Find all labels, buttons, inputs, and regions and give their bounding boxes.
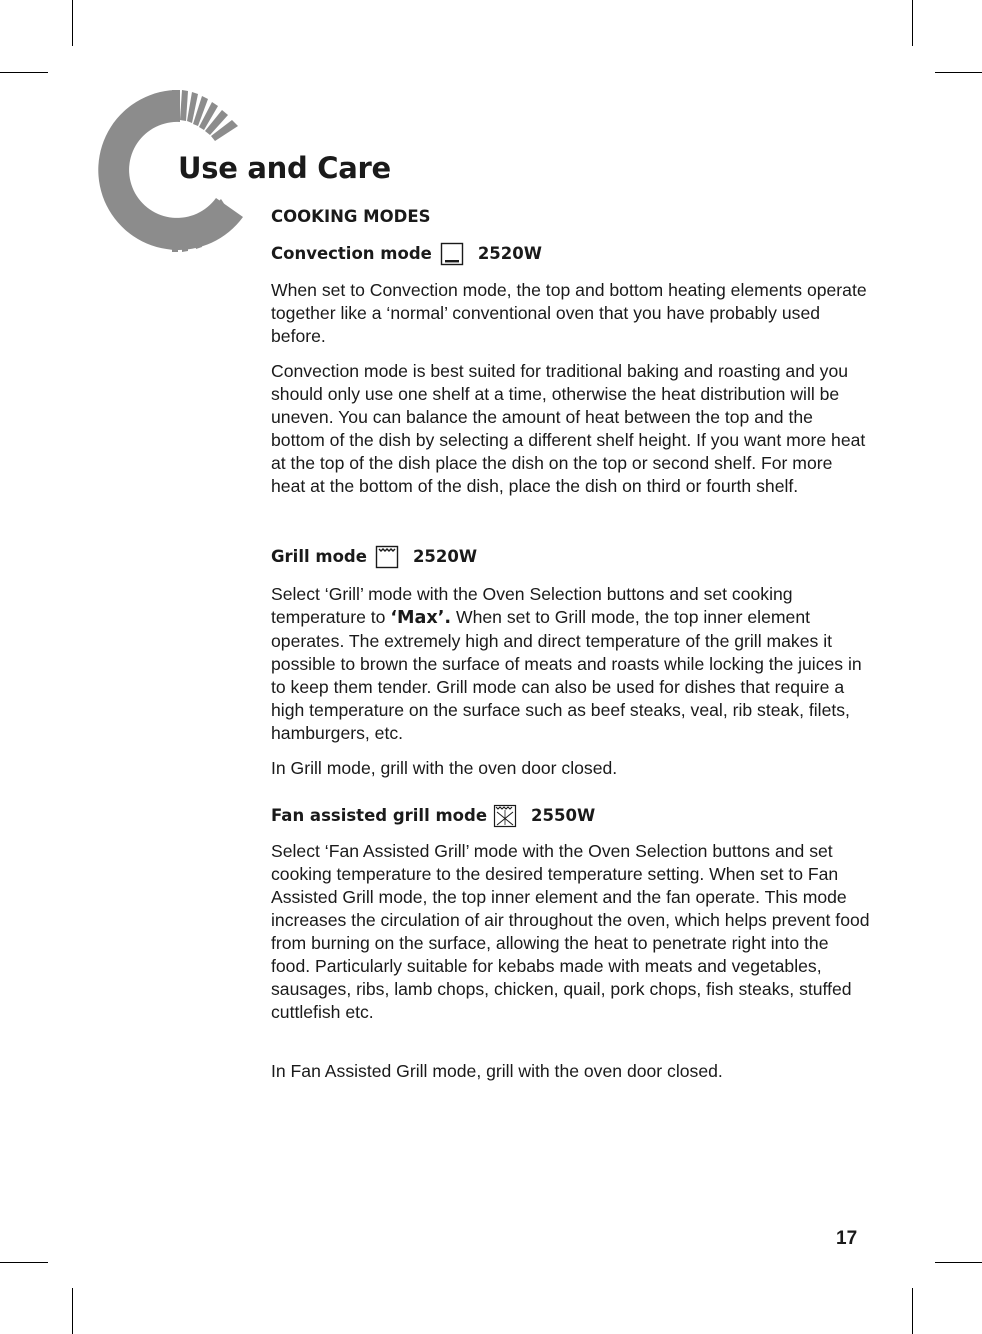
grill-max-setting: ‘Max’. — [390, 608, 452, 628]
crop-mark — [0, 1262, 48, 1263]
cooking-modes-heading: COOKING MODES — [271, 207, 431, 226]
grill-mode-heading — [271, 545, 871, 569]
grill-mode-title: Grill mode — [271, 547, 367, 566]
fan-grill-icon — [493, 804, 517, 828]
convection-paragraph-2: Convection mode is best suited for traditional baking and roasting and you should only use one shelf at a time, otherwise the heat distribution will be uneven. You can balance the amount of heat between the top and the bottom of the dish by selecting a different shelf height. If you want more heat at the top of the dish place the dish on the top or second shelf. For more heat at the bottom of the dish, place the dish on third or fourth shelf. — [271, 361, 866, 496]
crop-mark — [72, 1288, 73, 1334]
grill-paragraph-1-start: Select ‘Grill’ mode with the Oven Selection buttons and set cooking temperature to — [271, 584, 793, 627]
fan-grill-mode-title: Fan assisted grill mode — [271, 806, 488, 825]
section-title: Use and Care — [178, 151, 391, 185]
convection-paragraph-1: When set to Convection mode, the top and bottom heating elements operate together like a ‘normal’ conventional oven that you have probably used before. — [271, 280, 867, 346]
crop-mark — [0, 72, 48, 73]
fan-grill-mode-heading — [271, 804, 871, 828]
page-number: 17 — [836, 1228, 858, 1249]
grill-paragraph-2: In Grill mode, grill with the oven door closed. — [271, 758, 618, 778]
crop-mark — [935, 1262, 982, 1263]
convection-wattage: 2520W — [477, 244, 542, 263]
grill-paragraph-1 — [271, 583, 871, 745]
grill-paragraph-1-end: When set to Grill mode, the top inner element operates. The extremely high and direct temperature of the grill makes it possible to brown the surface of meats and roasts while locking the juices in to keep them tender. Grill mode can also be used for dishes that require a high temperature on the surface such as beef steaks, veal, rib steak, filets, hamburgers, etc. — [271, 607, 862, 743]
fan-grill-paragraph-1: Select ‘Fan Assisted Grill’ mode with the Oven Selection buttons and set cooking temperature to the desired temperature setting. When set to Fan Assisted Grill mode, the top inner element and the fan operate. This mode increases the circulation of air throughout the oven, which helps prevent food from burning on the surface, allowing the heat to penetrate right into the food. Particularly suitable for kebabs made with meats and vegetables, sausages, ribs, lamb chops, chicken, quail, pork chops, fish steaks, stuffed cuttlefish etc. — [271, 841, 870, 1022]
crop-mark — [935, 72, 982, 73]
grill-wattage: 2520W — [412, 547, 478, 566]
crop-mark — [912, 0, 913, 46]
fan-grill-wattage: 2550W — [531, 806, 596, 825]
fan-grill-paragraph-2: In Fan Assisted Grill mode, grill with the oven door closed. — [271, 1061, 723, 1081]
crop-mark — [912, 1288, 913, 1334]
grill-icon — [375, 545, 399, 569]
oven-bottom-heat-icon — [440, 242, 464, 266]
convection-mode-heading — [271, 242, 871, 266]
crop-mark — [72, 0, 73, 46]
convection-mode-title: Convection mode — [271, 244, 432, 263]
